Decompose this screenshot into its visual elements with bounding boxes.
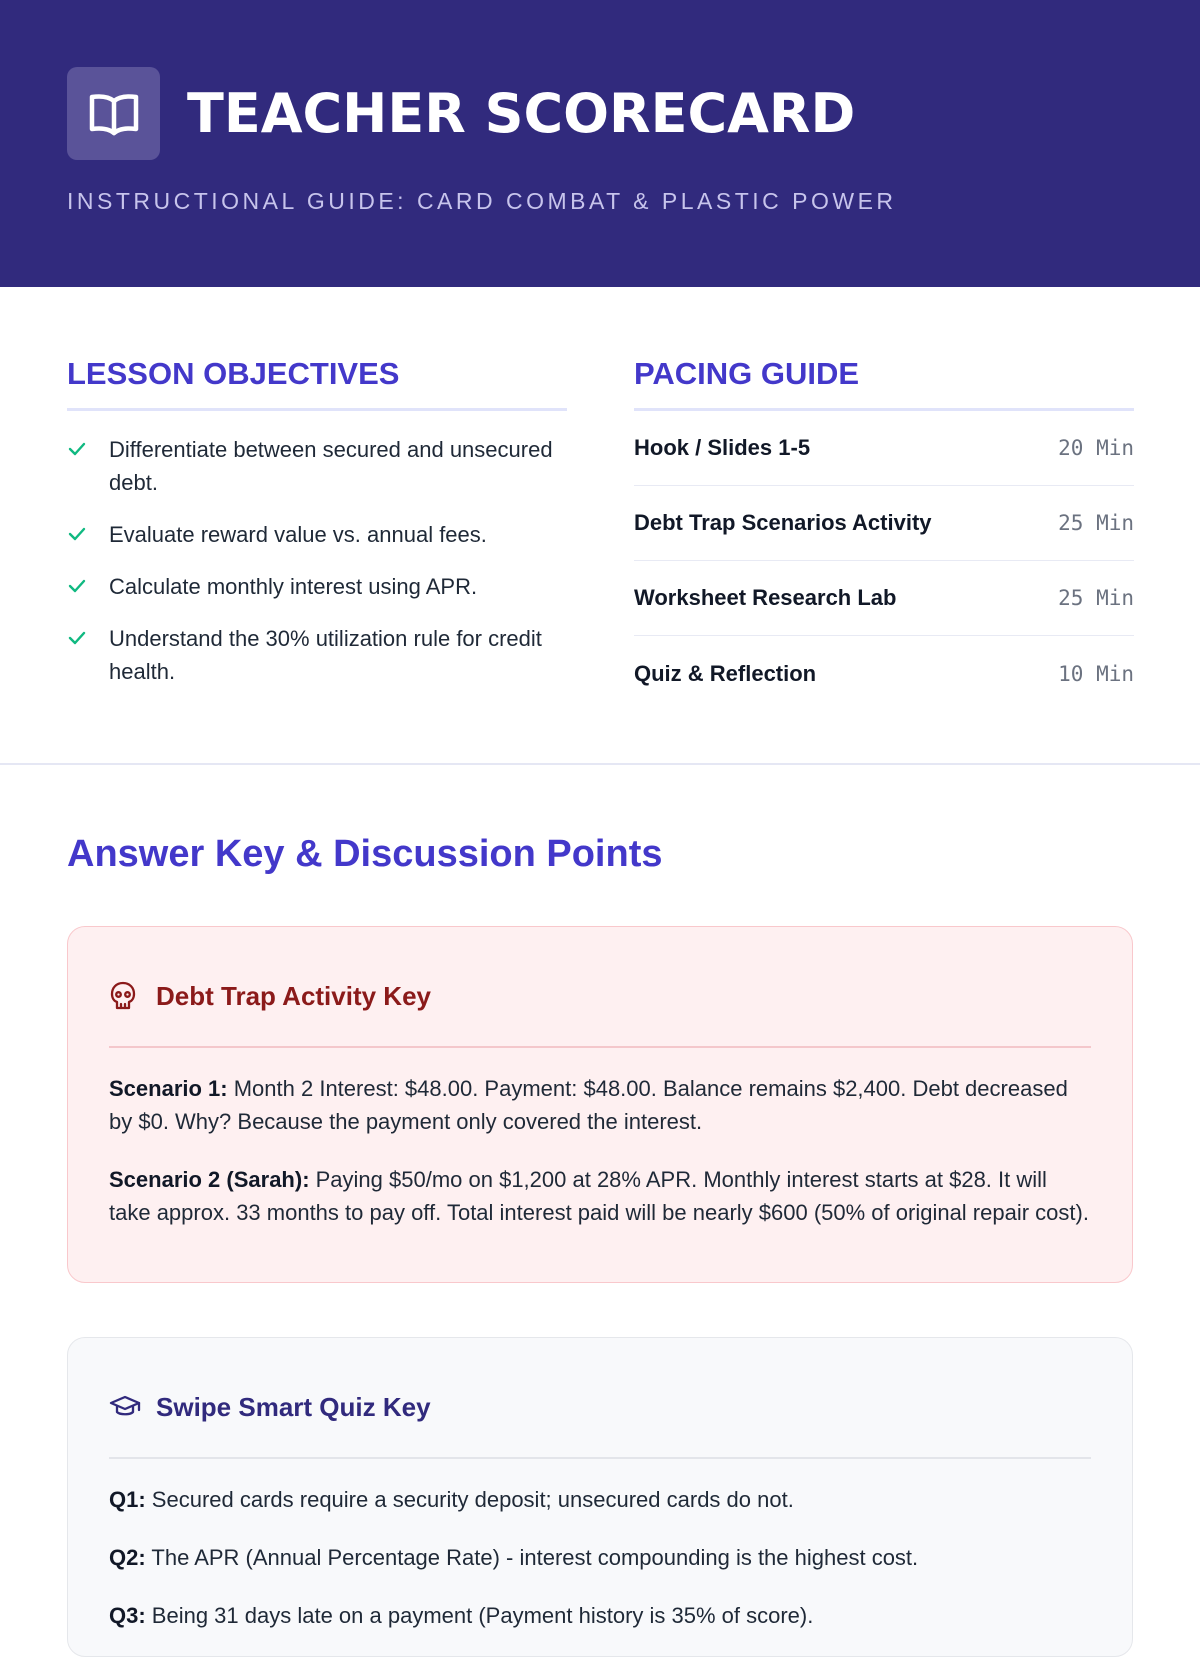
scenario-label: Scenario 1: <box>109 1076 228 1101</box>
pacing-time: 20 Min <box>1058 436 1134 460</box>
answer-text: The APR (Annual Percentage Rate) - interest compounding is the highest cost. <box>145 1545 919 1570</box>
list-item <box>67 570 567 603</box>
objective-text: Understand the 30% utilization rule for credit health. <box>109 626 542 684</box>
objectives-list <box>67 433 567 688</box>
answer-text: Secured cards require a security deposit; unsecured cards do not. <box>145 1487 794 1512</box>
check-icon <box>67 576 87 596</box>
pacing-label: Worksheet Research Lab <box>634 585 897 610</box>
page-header <box>0 0 1200 287</box>
debt-trap-card-header <box>109 963 1091 1048</box>
page-title: TEACHER SCORECARD <box>187 82 856 145</box>
debt-trap-card-title: Debt Trap Activity Key <box>156 980 432 1011</box>
pacing-time: 10 Min <box>1058 661 1134 686</box>
scenario-paragraph <box>109 1163 1091 1229</box>
quiz-answer <box>109 1483 1091 1516</box>
pacing-row <box>634 486 1134 561</box>
check-icon <box>67 524 87 544</box>
quiz-answer <box>109 1541 1091 1574</box>
scenario-paragraph <box>109 1072 1091 1138</box>
scenario-label: Scenario 2 (Sarah): <box>109 1167 310 1192</box>
question-label: Q2: <box>109 1545 146 1570</box>
check-icon <box>67 628 87 648</box>
pacing-time: 25 Min <box>1058 586 1134 610</box>
scenario-text: Month 2 Interest: $48.00. Payment: $48.00. Balance remains $2,400. Debt decreased by $0. Why? Because the payment only covered the interest. <box>109 1076 1068 1134</box>
pacing-label: Quiz & Reflection <box>634 660 817 686</box>
logo-badge <box>67 67 160 160</box>
answer-text: Being 31 days late on a payment (Payment history is 35% of score). <box>145 1603 814 1628</box>
list-item <box>67 518 567 551</box>
objective-text: Calculate monthly interest using APR. <box>109 574 478 599</box>
question-label: Q1: <box>109 1487 146 1512</box>
quiz-key-card-header <box>109 1374 1091 1459</box>
objective-text: Differentiate between secured and unsecured debt. <box>109 437 553 495</box>
page-subtitle: INSTRUCTIONAL GUIDE: CARD COMBAT & PLASTIC POWER <box>67 188 897 214</box>
lesson-objectives-heading: LESSON OBJECTIVES <box>67 353 567 411</box>
debt-trap-card <box>67 926 1133 1283</box>
objective-text: Evaluate reward value vs. annual fees. <box>109 522 487 547</box>
lesson-objectives-section <box>67 353 567 707</box>
section-divider <box>0 763 1200 765</box>
pacing-list <box>634 411 1134 711</box>
pacing-row <box>634 411 1134 486</box>
check-icon <box>67 439 87 459</box>
pacing-guide-heading: PACING GUIDE <box>634 353 1134 411</box>
open-book-icon <box>89 92 139 136</box>
list-item <box>67 622 567 688</box>
question-label: Q3: <box>109 1603 146 1628</box>
graduation-cap-icon <box>109 1394 141 1420</box>
scenario-text: Paying $50/mo on $1,200 at 28% APR. Monthly interest starts at $28. It will take approx. 33 months to pay off. Total interest paid will be nearly $600 (50% of original repair cost). <box>109 1167 1089 1225</box>
pacing-time: 25 Min <box>1058 511 1134 535</box>
answer-key-heading: Answer Key & Discussion Points <box>67 833 663 875</box>
quiz-key-card <box>67 1337 1133 1657</box>
pacing-row <box>634 561 1134 636</box>
pacing-label: Debt Trap Scenarios Activity <box>634 510 932 535</box>
quiz-key-card-title: Swipe Smart Quiz Key <box>156 1391 431 1422</box>
list-item <box>67 433 567 499</box>
pacing-row <box>634 636 1134 711</box>
quiz-answer <box>109 1599 1091 1632</box>
pacing-label: Hook / Slides 1-5 <box>634 435 811 460</box>
skull-icon <box>109 981 137 1011</box>
pacing-guide-section <box>634 353 1134 711</box>
